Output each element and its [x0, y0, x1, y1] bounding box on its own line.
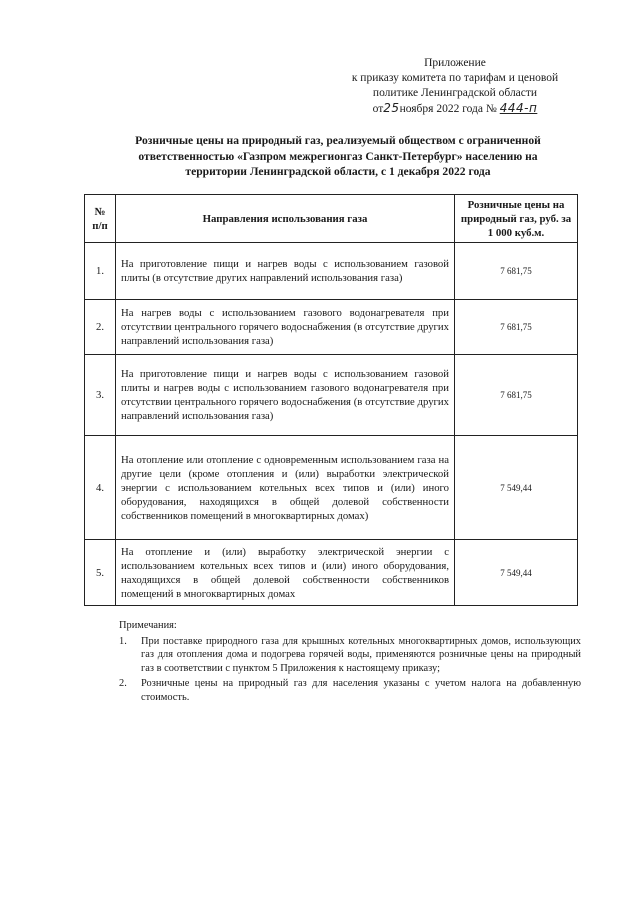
- appendix-header: [330, 56, 580, 117]
- appendix-label: Приложение: [424, 57, 486, 69]
- row-direction: На отопление или отопление с одновременным использованием газа на другие цели (кроме отопления и (или) выработки электрической энергии с использованием котельных всех типов и (или) иного оборудования, находящихся в общей долевой собственности собственников помещений в многоквартирных домах): [116, 436, 455, 540]
- list-item: [119, 635, 581, 676]
- date-rest: ноября 2022 года №: [399, 103, 497, 115]
- appendix-date-line: [330, 101, 580, 117]
- row-price: 7 681,75: [455, 355, 578, 436]
- row-price: 7 681,75: [455, 243, 578, 300]
- appendix-committee: политике Ленинградской области: [372, 87, 538, 99]
- row-num: 2.: [85, 300, 116, 355]
- note-index: 1.: [119, 635, 127, 647]
- table-row: [85, 243, 578, 300]
- table-header-row: [85, 195, 578, 243]
- notes-list: [119, 635, 581, 705]
- row-direction: На отопление и (или) выработку электрической энергии с использованием котельных всех типов и (или) иного оборудования, находящихся в общей долевой собственности собственников помещений в многоквартирных домах: [116, 540, 455, 606]
- note-text: При поставке природного газа для крышных котельных многоквартирных домов, использующих газ для отопления дома и подогрева горячей воды, применяются розничные цены на природный газ в соответствии с пунктом 5 Приложения к настоящему приказу;: [141, 635, 581, 674]
- date-prefix: от: [372, 103, 384, 115]
- row-num: 1.: [85, 243, 116, 300]
- order-number-handwritten: 444-п: [499, 101, 538, 115]
- table-row: [85, 355, 578, 436]
- list-item: [119, 677, 581, 704]
- appendix-order-ref: к приказу комитета по тарифам и ценовой: [351, 72, 559, 84]
- header-num: № п/п: [85, 195, 116, 243]
- row-price: 7 549,44: [455, 436, 578, 540]
- row-num: 3.: [85, 355, 116, 436]
- header-price: Розничные цены на природный газ, руб. за 1 000 куб.м.: [455, 195, 578, 243]
- table-row: [85, 436, 578, 540]
- row-price: 7 549,44: [455, 540, 578, 606]
- table-row: [85, 540, 578, 606]
- row-price: 7 681,75: [455, 300, 578, 355]
- price-table: [84, 194, 578, 606]
- row-num: 4.: [85, 436, 116, 540]
- table-row: [85, 300, 578, 355]
- row-direction: На приготовление пищи и нагрев воды с использованием газовой плиты (в отсутствие других направлений использования газа): [116, 243, 455, 300]
- row-num: 5.: [85, 540, 116, 606]
- notes-section: [119, 619, 581, 707]
- document-title: Розничные цены на природный газ, реализуемый обществом с ограниченной ответственностью «Газпром межрегионгаз Санкт-Петербург» населению на территории Ленинградской области, с 1 декабря 2022 года: [135, 134, 541, 178]
- header-direction: Направления использования газа: [116, 195, 455, 243]
- notes-title: Примечания:: [119, 620, 177, 631]
- note-index: 2.: [119, 678, 127, 690]
- note-text: Розничные цены на природный газ для населения указаны с учетом налога на добавленную стоимость.: [141, 678, 581, 703]
- date-day-handwritten: 25: [383, 101, 400, 115]
- row-direction: На нагрев воды с использованием газового водонагревателя при отсутствии центрального горячего водоснабжения (в отсутствие других направлений использования газа): [116, 300, 455, 355]
- row-direction: На приготовление пищи и нагрев воды с использованием газовой плиты и нагрев воды с использованием газового водонагревателя при отсутствии центрального горячего водоснабжения (в отсутствие других направлений использования газа): [116, 355, 455, 436]
